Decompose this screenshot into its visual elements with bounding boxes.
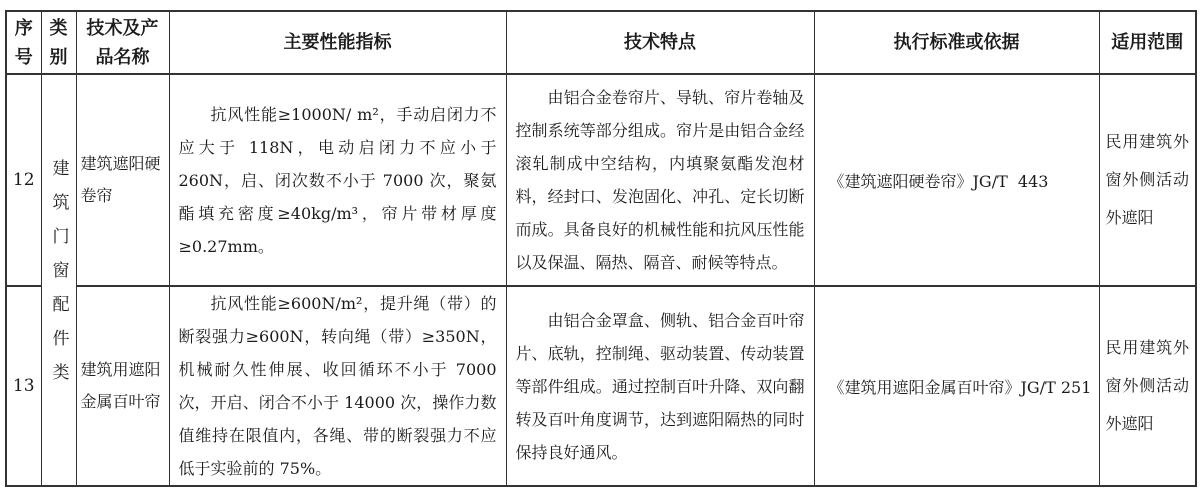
column-header-serial: 序号	[6, 11, 41, 74]
table-row	[6, 74, 1196, 286]
indicators-cell	[169, 74, 506, 286]
indicators-cell	[169, 286, 506, 486]
indicators-text: 抗风性能≥1000N/ m²，手动启闭力不应大于 118N，电动启闭力不应小于 260N，启、闭次数不小于 7000 次，聚氨酯填充密度≥40kg/m³，帘片带材厚度≥0.27mm。	[178, 104, 497, 256]
features-cell	[506, 286, 814, 486]
table-header-row	[6, 11, 1196, 74]
category-vertical-text: 建筑门窗配件类	[48, 159, 69, 397]
standard-text: 《建筑遮阳硬卷帘》JG/T 443	[828, 171, 1049, 191]
scope-text: 民用建筑外窗外侧活动外遮阳	[1105, 338, 1189, 433]
category-cell	[41, 74, 76, 486]
serial-cell: 13	[6, 286, 41, 486]
serial-cell: 12	[6, 74, 41, 286]
scope-cell	[1099, 74, 1196, 286]
features-text: 由铝合金罩盒、侧轨、铝合金百叶帘片、底轨，控制绳、驱动装置、传动装置等部件组成。通过控制百叶升降、双向翻转及百叶角度调节，达到遮阳隔热的同时保持良好通风。	[515, 310, 805, 462]
standard-cell	[814, 74, 1099, 286]
standard-text: 《建筑用遮阳金属百叶帘》JG/T 251	[828, 377, 1092, 397]
features-text: 由铝合金卷帘片、导轨、帘片卷轴及控制系统等部分组成。帘片是由铝合金经滚轧制成中空结构，内填聚氨酯发泡材料，经封口、发泡固化、冲孔、定长切断而成。具备良好的机械性能和抗风压性能以及保温、隔热、隔音、耐候等特点。	[515, 88, 805, 272]
column-header-category: 类别	[41, 11, 76, 74]
scope-cell	[1099, 286, 1196, 486]
column-header-features: 技术特点	[506, 11, 814, 74]
product-name-text: 建筑遮阳硬卷帘	[80, 154, 161, 205]
table-row	[6, 286, 1196, 486]
scope-text: 民用建筑外窗外侧活动外遮阳	[1105, 132, 1189, 227]
product-name-cell	[76, 286, 169, 486]
products-table	[5, 10, 1197, 487]
column-header-indicators: 主要性能指标	[169, 11, 506, 74]
indicators-text: 抗风性能≥600N/m²，提升绳（带）的断裂强力≥600N，转向绳（带）≥350N，机械耐久性伸展、收回循环不小于 7000 次，开启、闭合不小于 14000 次，操作力数值维持在限值内，各绳、带的断裂强力不应低于实验前的 75%。	[178, 294, 497, 478]
standard-cell	[814, 286, 1099, 486]
product-name-cell	[76, 74, 169, 286]
product-name-text: 建筑用遮阳金属百叶帘	[80, 360, 161, 411]
features-cell	[506, 74, 814, 286]
column-header-product-name: 技术及产品名称	[76, 11, 169, 74]
column-header-scope: 适用范围	[1099, 11, 1196, 74]
column-header-standard: 执行标准或依据	[814, 11, 1099, 74]
